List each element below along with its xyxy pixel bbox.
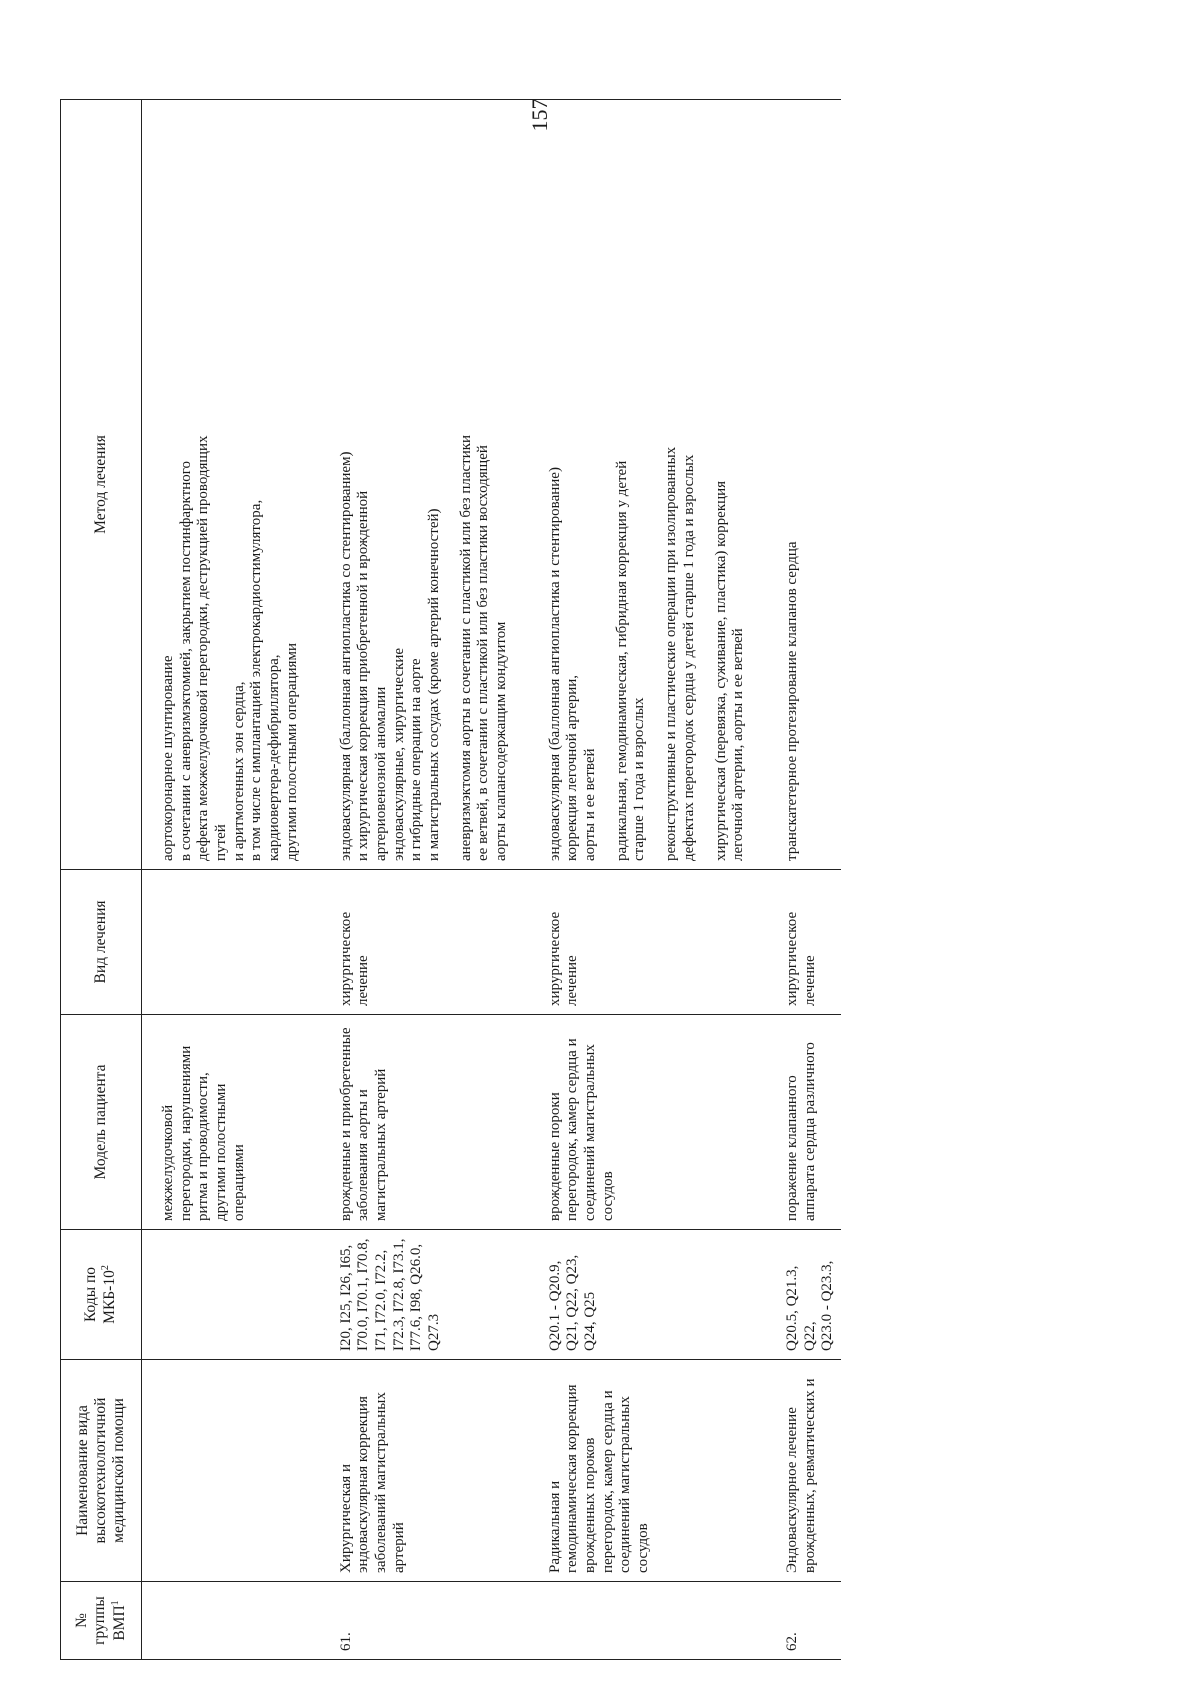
patient-model-cell: поражение клапанного аппарата сердца различного (780, 1015, 841, 1230)
group-number-cell: 61. (334, 1582, 529, 1660)
table-row (543, 100, 766, 1660)
method-item: эндоваскулярная (баллонная ангиопластика со стентированием) и хирургическая коррекция приобретенной и врожденной артериовенозной аномалии эндоваскулярные, хирургические и гибридные операции на аорте и магистральных сосудах (кроме артерий конечностей) (337, 451, 442, 861)
table-row (334, 100, 529, 1660)
method-item: аортокоронарное шунтирование в сочетании с аневризмэктомией, закрытием постинфарктного дефекта межжелудочковой перегородки, деструкцией проводящих путей и аритмогенных зон сердца, в том числе с имплантацией электрокардиостимулятора, кардиовертера-дефибриллятора, другими полостными операциями (160, 435, 300, 861)
table-header-row (61, 100, 142, 1660)
page-number: 157 (527, 98, 552, 132)
icd-codes-cell: Q20.5, Q21.3, Q22, Q23.0 - Q23.3, (780, 1230, 841, 1360)
method-item: эндоваскулярная (баллонная ангиопластика и стентирование) коррекция легочной артерии, аорты и ее ветвей (546, 467, 599, 861)
icd-codes-cell: I20, I25, I26, I65, I70.0, I70.1, I70.8, I71, I72.0, I72.2, I72.3, I72.8, I73.1, I77.6, I98, Q26.0, Q27.3 (334, 1230, 529, 1360)
method-item: транскатетерное протезирование клапанов сердца (783, 541, 800, 861)
patient-model-cell: межжелудочковой перегородки, нарушениями ритма и проводимости, другими полостными операциями (156, 1015, 320, 1230)
treatment-method-cell (334, 100, 529, 870)
header-patient-model: Модель пациента (61, 1015, 142, 1230)
icd-codes-cell: Q20.1 - Q20.9, Q21, Q22, Q23, Q24, Q25 (543, 1230, 766, 1360)
care-name-cell: Радикальная и гемодинамическая коррекция врожденных пороков перегородок, камер сердца и соединений магистральных сосудов (543, 1360, 766, 1582)
treatment-method-cell (543, 100, 766, 870)
care-name-cell: Хирургическая и эндоваскулярная коррекция заболеваний магистральных артерий (334, 1360, 529, 1582)
group-number-cell (156, 1582, 320, 1660)
header-treatment-type: Вид лечения (61, 870, 142, 1015)
care-name-cell: Эндоваскулярное лечение врожденных, ревматических и (780, 1360, 841, 1582)
table-row (780, 100, 841, 1660)
patient-model-cell: врожденные и приобретенные заболевания аорты и магистральных артерий (334, 1015, 529, 1230)
header-group-number: № группы ВМП$^1$ (61, 1582, 142, 1660)
document-sheet (60, 100, 1140, 1660)
method-item: хирургическая (перевязка, суживание, пластика) коррекция легочной артерии, аорты и ее ветвей (712, 480, 747, 861)
header-care-name: Наименование вида высокотехнологичной медицинской помощи (61, 1360, 142, 1582)
method-item: радикальная, гемодинамическая, гибридная коррекция у детей старше 1 года и взрослых (613, 460, 648, 861)
icd-codes-cell (156, 1230, 320, 1360)
treatment-type-cell (156, 870, 320, 1015)
treatment-method-cell (780, 100, 841, 870)
table-row (156, 100, 320, 1660)
treatment-type-cell: хирургическое лечение (780, 870, 841, 1015)
group-number-cell (543, 1582, 766, 1660)
treatment-methods-table (60, 99, 841, 1660)
treatment-method-cell (156, 100, 320, 870)
header-treatment-method: Метод лечения (61, 100, 142, 870)
method-item: реконструктивные и пластические операции при изолированных дефектах перегородок сердца у детей старше 1 года и взрослых (663, 446, 697, 861)
group-number-cell: 62. (780, 1582, 841, 1660)
treatment-type-cell: хирургическое лечение (334, 870, 529, 1015)
method-item: аневризмэктомия аорты в сочетании с пластикой или без пластики ее ветвей, в сочетании с пластикой или без пластики восходящей аорты клапансодержащим кондуитом (457, 434, 509, 861)
treatment-type-cell: хирургическое лечение (543, 870, 766, 1015)
header-icd-codes: Коды по МКБ-$10^2$ (61, 1230, 142, 1360)
care-name-cell (156, 1360, 320, 1582)
patient-model-cell: врожденные пороки перегородок, камер сердца и соединений магистральных сосудов (543, 1015, 766, 1230)
